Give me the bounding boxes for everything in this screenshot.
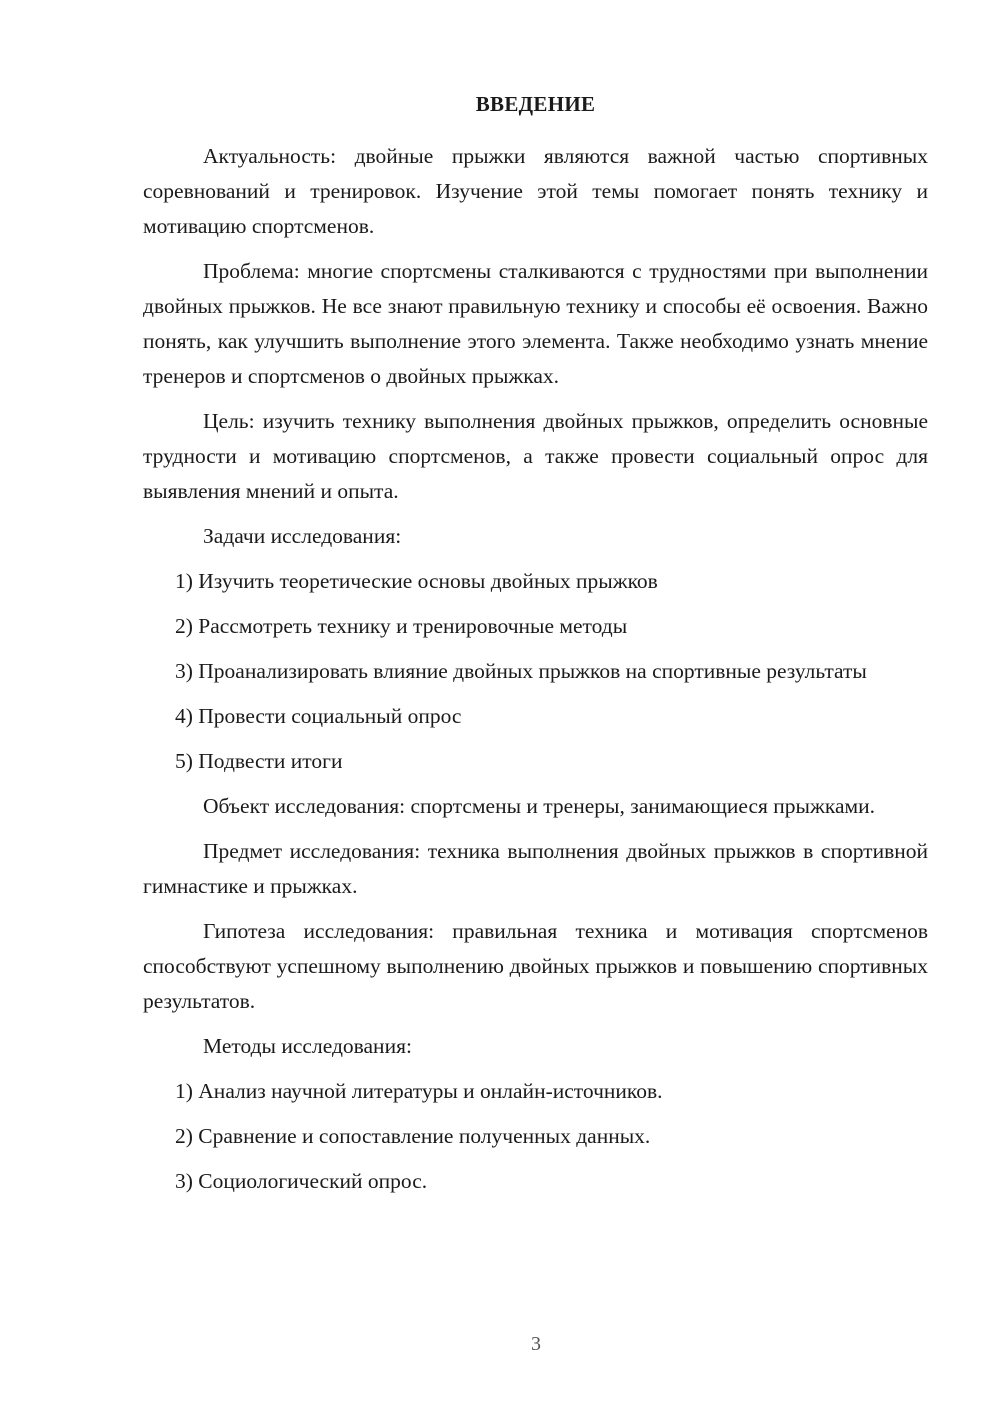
list-item: 5) Подвести итоги bbox=[175, 749, 343, 773]
list-item: 3) Социологический опрос. bbox=[175, 1169, 428, 1193]
goal-paragraph: Цель: изучить технику выполнения двойных прыжков, определить основные трудности и мотивацию спортсменов, а также провести социальный опрос для выявления мнений и опыта. bbox=[143, 409, 928, 503]
list-item: 4) Провести социальный опрос bbox=[175, 704, 462, 728]
list-item: 3) Проанализировать влияние двойных прыжков на спортивные результаты bbox=[175, 659, 867, 683]
problem-paragraph: Проблема: многие спортсмены сталкиваются с трудностями при выполнении двойных прыжков. Не все знают правильную технику и способы её освоения. Важно понять, как улучшить выполнение этого элемента. Также необходимо узнать мнение тренеров и спортсменов о двойных прыжках. bbox=[143, 259, 928, 388]
hypothesis-paragraph: Гипотеза исследования: правильная техника и мотивация спортсменов способствуют успешному выполнению двойных прыжков и повышению спортивных результатов. bbox=[143, 919, 928, 1013]
document-page bbox=[143, 92, 928, 1209]
tasks-heading: Задачи исследования: bbox=[203, 524, 402, 548]
list-item: 2) Сравнение и сопоставление полученных данных. bbox=[175, 1124, 651, 1148]
list-item: 2) Рассмотреть технику и тренировочные методы bbox=[175, 614, 628, 638]
list-item: 1) Изучить теоретические основы двойных прыжков bbox=[175, 569, 658, 593]
relevance-paragraph: Актуальность: двойные прыжки являются важной частью спортивных соревнований и тренировок. Изучение этой темы помогает понять технику и мотивацию спортсменов. bbox=[143, 144, 928, 238]
methods-list bbox=[143, 1074, 928, 1199]
page-number: 3 bbox=[531, 1333, 541, 1355]
subject-paragraph: Предмет исследования: техника выполнения двойных прыжков в спортивной гимнастике и прыжках. bbox=[143, 839, 928, 898]
page-title: ВВЕДЕНИЕ bbox=[475, 92, 596, 116]
object-paragraph: Объект исследования: спортсмены и тренеры, занимающиеся прыжками. bbox=[203, 794, 875, 818]
tasks-list bbox=[143, 564, 928, 779]
list-item: 1) Анализ научной литературы и онлайн-источников. bbox=[175, 1079, 663, 1103]
methods-heading: Методы исследования: bbox=[203, 1034, 412, 1058]
